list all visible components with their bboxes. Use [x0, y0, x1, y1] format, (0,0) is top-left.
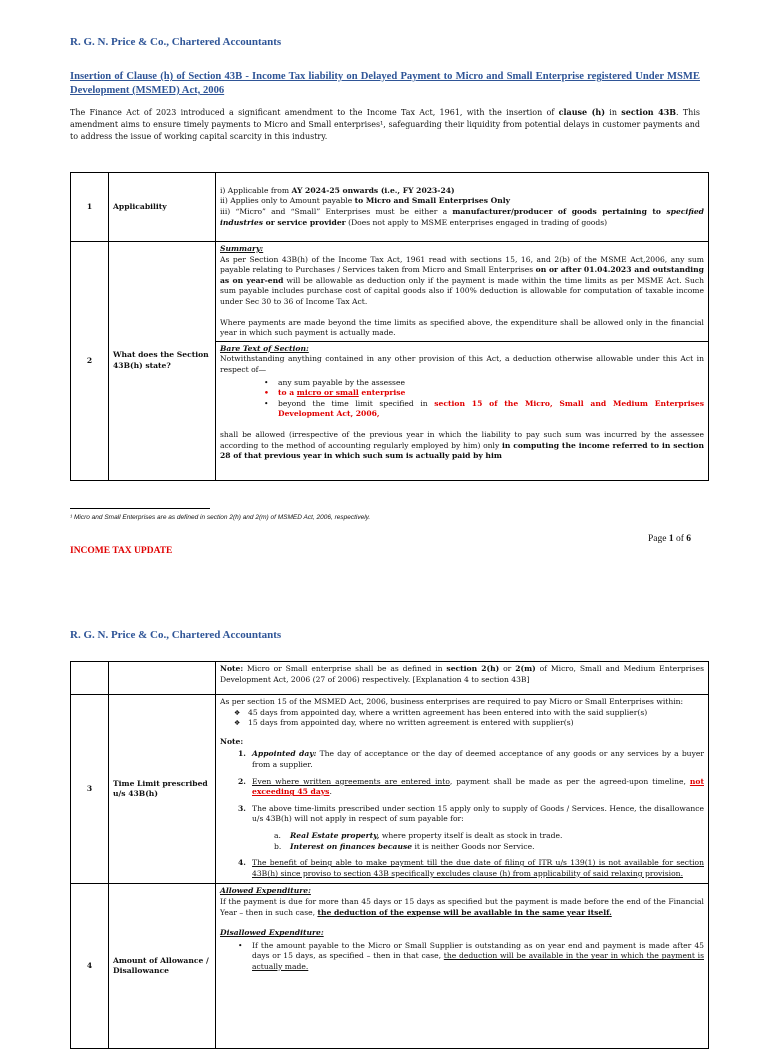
table-row	[71, 242, 709, 342]
note-cell: Note: Micro or Small enterprise shall be as defined in section 2(h) or 2(m) of Micro, Small and Medium Enterprises Development Act, 2006 (27 of 2006) respectively. [Explanation 4 to section 43B]	[216, 662, 709, 695]
row-label-empty	[109, 662, 216, 695]
list-item: ❖ 15 days from appointed day, where no written agreement is entered with supplier(s)	[234, 718, 704, 729]
footnote-rule	[70, 508, 210, 509]
list-item: • If the amount payable to the Micro or Small Supplier is outstanding as on year end and payment is made after 45 days or 15 days, as specified – then in that case, the deduction will be available in the year in which the payment is actually made.	[238, 941, 704, 973]
page-number: Page 1 of 6	[648, 534, 692, 544]
applicability-content: i) Applicable from AY 2024-25 onwards (i.e., FY 2023-24) ii) Applies only to Amount payable to Micro and Small Enterprises Only iii) “Micro” and “Small” Enterprises must be either a manufacturer/producer of goods pertaining to specified industries or service provider (Does not apply to MSME enterprises engaged in trading of goods)	[216, 173, 709, 242]
list-item: ❖ 45 days from appointed day, where a written agreement has been entered into with the said supplier(s)	[234, 708, 704, 719]
row-label-allowance: Amount of Allowance / Disallowance	[109, 884, 216, 1049]
time-limit-cell: As per section 15 of the MSMED Act, 2006, business enterprises are required to pay Micro or Small Enterprises within: ❖ 45 days from appointed day, where a written agreement has been entered into with the said supplier(s) ❖ 15 days from appointed day, where no written agreement is entered with supplier(s) Note: 1. Appointed day: The day of acceptance or the day of deemed acceptance of any goods or any services by a buyer from a supplier. 2. Even where written agreements are entered into, payment shall be made as per the agreed-upon timeline, not exceeding 45 days. 3. The above time-limits prescribed under section 15 apply only to supply of Goods / Services. Hence, the disallowance u/s 43B(h) will not apply in respect of sum payable for: a. Real Estate property, where property itself is dealt as stock in trade. b. Interest on finances because it is neither Goods nor Service. 4. The benefit of being able to make payment till the due date of filing of ITR u/s 139(1) is not available for section 43B(h) since proviso to section 43B specifically excludes clause (h) from applicability of said relaxing provision.	[216, 695, 709, 884]
summary-heading: Summary:	[220, 244, 264, 253]
row-number: 2	[71, 242, 109, 481]
note-heading: Note:	[220, 736, 244, 746]
section-table-page1	[70, 172, 709, 481]
table-row	[71, 884, 709, 1049]
bare-text-cell: Bare Text of Section: Notwithstanding anything contained in any other provision of this Act, a deduction otherwise allowable under this Act in respect of— • any sum payable by the assessee • to a micro or small enterprise • beyond the time limit specified in section 15 of the Micro, Small and Medium Enterprises Development Act, 2006, shall be allowed (irrespective of the previous year in which the liability to pay such sum was incurred by the assessee according to the method of accounting regularly employed by him) only in computing the income referred to in section 28 of that previous year in which such sum is actually paid by him	[216, 341, 709, 480]
list-item: • to a micro or small enterprise	[264, 388, 704, 399]
row-number: 1	[71, 173, 109, 242]
disallowed-heading: Disallowed Expenditure:	[220, 928, 324, 938]
row-label-time-limit: Time Limit prescribed u/s 43B(h)	[109, 695, 216, 884]
summary-cell: Summary: As per Section 43B(h) of the Income Tax Act, 1961 read with sections 15, 16, and 2(b) of the MSME Act,2006, any sum payable relating to Purchases / Services taken from Micro and Small Enterprises on or after 01.04.2023 and outstanding as on year-end will be allowable as deduction only if the payment is made within the time limits as per MSME Act. Such sum payable includes purchase cost of capital goods also if 100% deduction is allowable for computation of taxable income under Sec 30 to 36 of Income Tax Act. Where payments are made beyond the time limits as specified above, the expenditure shall be allowed only in the financial year in which such payment is actually made.	[216, 242, 709, 342]
row-label-what-does-section-state: What does the Section 43B(h) state?	[109, 242, 216, 481]
row-number: 3	[71, 695, 109, 884]
table-row	[71, 695, 709, 884]
allowed-heading: Allowed Expenditure:	[220, 886, 311, 896]
firm-name-header-page2: R. G. N. Price & Co., Chartered Accountants	[70, 629, 282, 641]
list-item: • any sum payable by the assessee	[264, 378, 704, 389]
row-number-empty	[71, 662, 109, 695]
allowance-cell: Allowed Expenditure: If the payment is due for more than 45 days or 15 days as specified but the payment is made before the end of the Financial Year – then in such case, the deduction of the expense will be available in the same year itself. Disallowed Expenditure: • If the amount payable to the Micro or Small Supplier is outstanding as on year end and payment is made after 45 days or 15 days, as specified – then in that case, the deduction will be available in the year in which the payment is actually made.	[216, 884, 709, 1049]
list-item: • beyond the time limit specified in section 15 of the Micro, Small and Medium Enterprises Development Act, 2006,	[264, 399, 704, 420]
income-tax-update-label: INCOME TAX UPDATE	[70, 546, 173, 556]
intro-paragraph: The Finance Act of 2023 introduced a significant amendment to the Income Tax Act, 1961, with the insertion of clause (h) in section 43B. This amendment aims to ensure timely payments to Micro and Small enterprises¹, safeguarding their liquidity from potential delays in customer payments and to address the issue of working capital scarcity in this industry.	[70, 107, 700, 141]
row-label-applicability: Applicability	[109, 173, 216, 242]
section-table-page2	[70, 661, 709, 1049]
firm-name-header: R. G. N. Price & Co., Chartered Accountants	[70, 36, 282, 48]
document-title: Insertion of Clause (h) of Section 43B - Income Tax liability on Delayed Payment to Micro and Small Enterprise registered Under MSME Development (MSMED) Act, 2006	[70, 71, 700, 96]
bare-text-heading: Bare Text of Section:	[220, 343, 309, 353]
table-row	[71, 662, 709, 695]
row-number: 4	[71, 884, 109, 1049]
table-row	[71, 173, 709, 242]
footnote: ¹ Micro and Small Enterprises are as defined in section 2(h) and 2(m) of MSMED Act, 2006, respectively.	[70, 514, 371, 521]
